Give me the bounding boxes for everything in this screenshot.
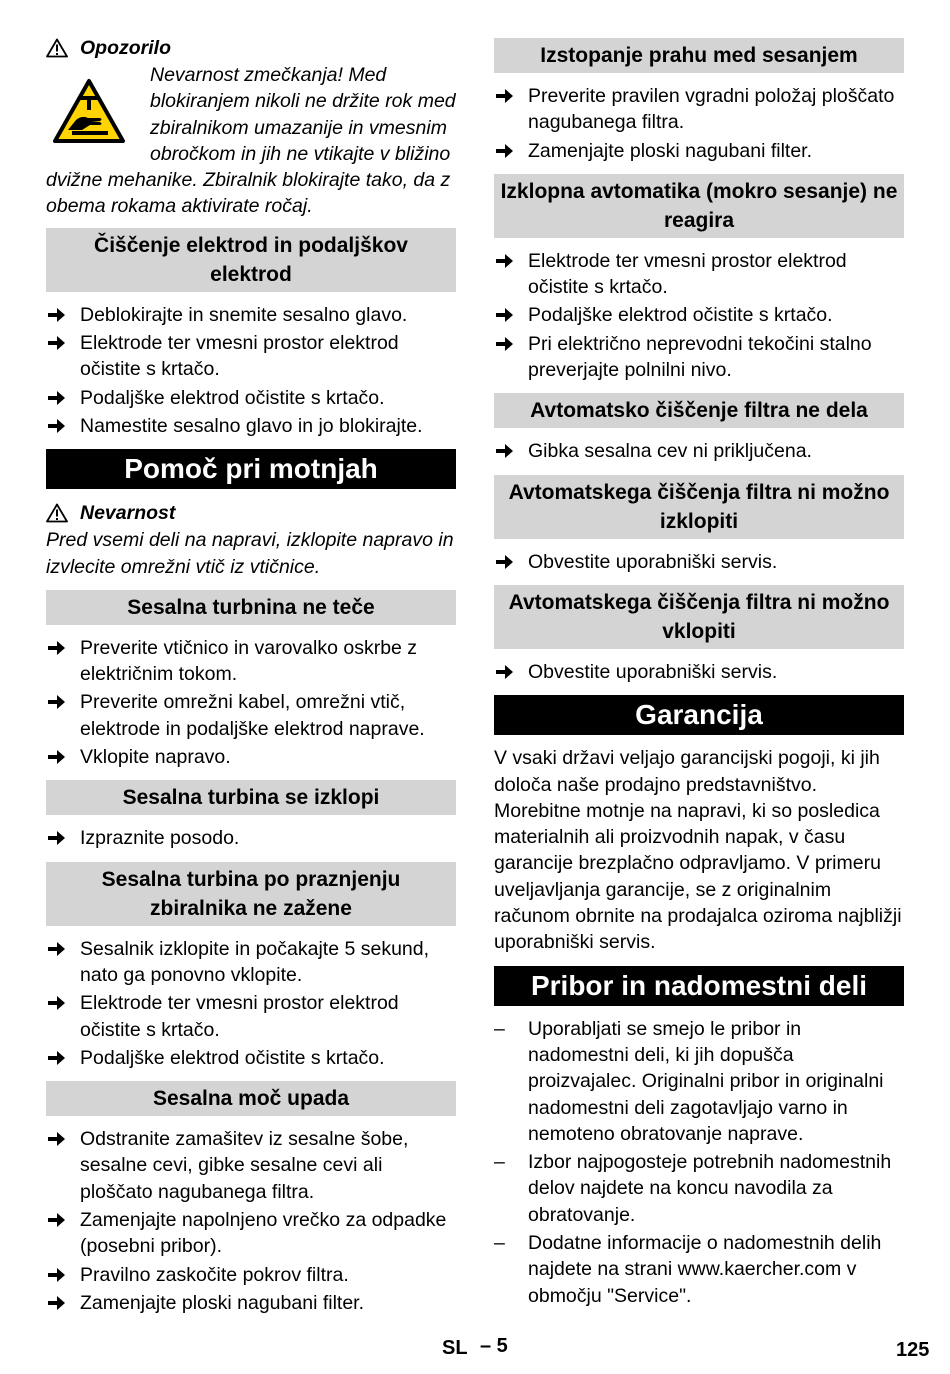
section-heading: Sesalna turbina se izklopi (46, 780, 456, 815)
arrow-right-icon (494, 142, 514, 160)
list-item: Elektrode ter vmesni prostor elektrod očistite s krtačo. (46, 990, 456, 1043)
section-heading: Izklopna avtomatika (mokro sesanje) ne reagira (494, 174, 904, 238)
list-item: Preverite pravilen vgradni položaj ploščato nagubanega filtra. (494, 83, 904, 136)
arrow-right-icon (46, 1294, 66, 1312)
list-item: Preverite omrežni kabel, omrežni vtič, elektrode in podaljške elektrod naprave. (46, 689, 456, 742)
arrow-right-icon (46, 1130, 66, 1148)
list-item: Deblokirajte in snemite sesalno glavo. (46, 302, 456, 328)
warning-triangle-icon (46, 38, 68, 58)
list-item: Podaljške elektrod očistite s krtačo. (46, 385, 456, 411)
warning-triangle-icon (46, 503, 68, 523)
list-item: Izpraznite posodo. (46, 825, 456, 851)
danger-header (46, 499, 456, 527)
instruction-list (494, 659, 904, 685)
dash-bullet: – (494, 1232, 505, 1255)
instruction-list (46, 825, 456, 851)
arrow-right-icon (46, 417, 66, 435)
instruction-list (494, 438, 904, 464)
list-item: Podaljške elektrod očistite s krtačo. (46, 1045, 456, 1071)
arrow-right-icon (494, 306, 514, 324)
section-heading: Čiščenje elektrod in podaljškov elektrod (46, 228, 456, 292)
danger-text: Pred vsemi deli na napravi, izklopite napravo in izvlecite omrežni vtič iz vtičnice. (46, 529, 454, 578)
section-heading: Avtomatskega čiščenja filtra ni možno vklopiti (494, 585, 904, 649)
arrow-right-icon (494, 252, 514, 270)
instruction-list (46, 635, 456, 770)
list-item: Zamenjajte ploski nagubani filter. (494, 138, 904, 164)
instruction-list (494, 248, 904, 383)
warranty-text: V vsaki državi veljajo garancijski pogoji, ki jih določa naše prodajno predstavništvo. Morebitne motnje na napravi, ki so posledica materialnih ali proizvodnih napak, v času garancije brezplačno odpravljamo. V primeru uveljavljanja garancije, se z originalnim računom obrnite na prodajalca oziroma najbližji uporabniški servis. (494, 747, 902, 954)
hand-crush-warning-icon (52, 78, 126, 144)
instruction-list (46, 302, 456, 439)
list-item: Pravilno zaskočite pokrov filtra. (46, 1262, 456, 1288)
list-item: Obvestite uporabniški servis. (494, 659, 904, 685)
footer-section-page: – 5 (480, 1335, 508, 1357)
list-item: Elektrode ter vmesni prostor elektrod očistite s krtačo. (46, 330, 456, 383)
list-item: Zamenjajte ploski nagubani filter. (46, 1290, 456, 1316)
instruction-list (46, 936, 456, 1071)
arrow-right-icon (46, 994, 66, 1012)
danger-title: Nevarnost (80, 501, 176, 524)
arrow-right-icon (494, 87, 514, 105)
list-item: Preverite vtičnico in varovalko oskrbe z električnim tokom. (46, 635, 456, 688)
section-heading: Sesalna turbina po praznjenju zbiralnika ne zažene (46, 862, 456, 926)
list-item: – Dodatne informacije o nadomestnih delih najdete na strani www.kaercher.com v območju "Service". (494, 1232, 882, 1307)
arrow-right-icon (46, 940, 66, 958)
list-item: Elektrode ter vmesni prostor elektrod očistite s krtačo. (494, 248, 904, 301)
accessory-list (494, 1016, 904, 1309)
arrow-right-icon (494, 335, 514, 353)
arrow-right-icon (46, 1049, 66, 1067)
arrow-right-icon (46, 1266, 66, 1284)
list-item: Sesalnik izklopite in počakajte 5 sekund, nato ga ponovno vklopite. (46, 936, 456, 989)
list-item: Odstranite zamašitev iz sesalne šobe, sesalne cevi, gibke sesalne cevi ali ploščato nagubanega filtra. (46, 1126, 456, 1205)
footer-page-number: 125 (896, 1339, 930, 1361)
arrow-right-icon (494, 442, 514, 460)
list-item: Gibka sesalna cev ni priključena. (494, 438, 904, 464)
arrow-right-icon (46, 389, 66, 407)
arrow-right-icon (46, 829, 66, 847)
arrow-right-icon (46, 334, 66, 352)
right-column (494, 38, 904, 1311)
section-heading: Avtomatsko čiščenje filtra ne dela (494, 393, 904, 428)
list-item: Pri električno neprevodni tekočini stalno preverjajte polnilni nivo. (494, 331, 904, 384)
instruction-list (494, 549, 904, 575)
section-heading: Izstopanje prahu med sesanjem (494, 38, 904, 73)
chapter-heading: Pomoč pri motnjah (46, 449, 456, 489)
arrow-right-icon (494, 553, 514, 571)
arrow-right-icon (46, 693, 66, 711)
chapter-heading: Garancija (494, 695, 904, 735)
dash-bullet: – (494, 1151, 505, 1174)
list-item: Vklopite napravo. (46, 744, 456, 770)
section-heading: Sesalna turbnina ne teče (46, 590, 456, 625)
arrow-right-icon (46, 1211, 66, 1229)
instruction-list (494, 83, 904, 164)
list-item: – Izbor najpogosteje potrebnih nadomestnih delov najdete na koncu navodila za obratovanje. (494, 1151, 892, 1226)
arrow-right-icon (46, 748, 66, 766)
warning-title: Opozorilo (80, 36, 171, 59)
arrow-right-icon (46, 306, 66, 324)
warning-header (46, 34, 456, 62)
chapter-heading: Pribor in nadomestni deli (494, 966, 904, 1006)
left-column (46, 34, 456, 1318)
footer-language: SL (442, 1337, 468, 1359)
warning-text: Nevarnost zmečkanja! Med blokiranjem nikoli ne držite rok med zbiralnikom umazanije in vmesnim obročkom in jih ne vtikajte v bližino dvižne mehanike. Zbiralnik blokirajte tako, da z obema rokama aktivirate ročaj. (46, 64, 456, 218)
dash-bullet: – (494, 1017, 505, 1040)
list-item: Obvestite uporabniški servis. (494, 549, 904, 575)
section-heading: Sesalna moč upada (46, 1081, 456, 1116)
arrow-right-icon (46, 639, 66, 657)
list-item: Namestite sesalno glavo in jo blokirajte. (46, 413, 456, 439)
instruction-list (46, 1126, 456, 1316)
arrow-right-icon (494, 663, 514, 681)
list-item: Zamenjajte napolnjeno vrečko za odpadke (posebni pribor). (46, 1207, 456, 1260)
list-item: Podaljške elektrod očistite s krtačo. (494, 302, 904, 328)
list-item: – Uporabljati se smejo le pribor in nadomestni deli, ki jih dopušča proizvajalec. Originalni pribor in originalni nadomestni deli zagotavljajo varno in nemoteno obratovanje naprave. (494, 1017, 884, 1145)
section-heading: Avtomatskega čiščenja filtra ni možno izklopiti (494, 475, 904, 539)
